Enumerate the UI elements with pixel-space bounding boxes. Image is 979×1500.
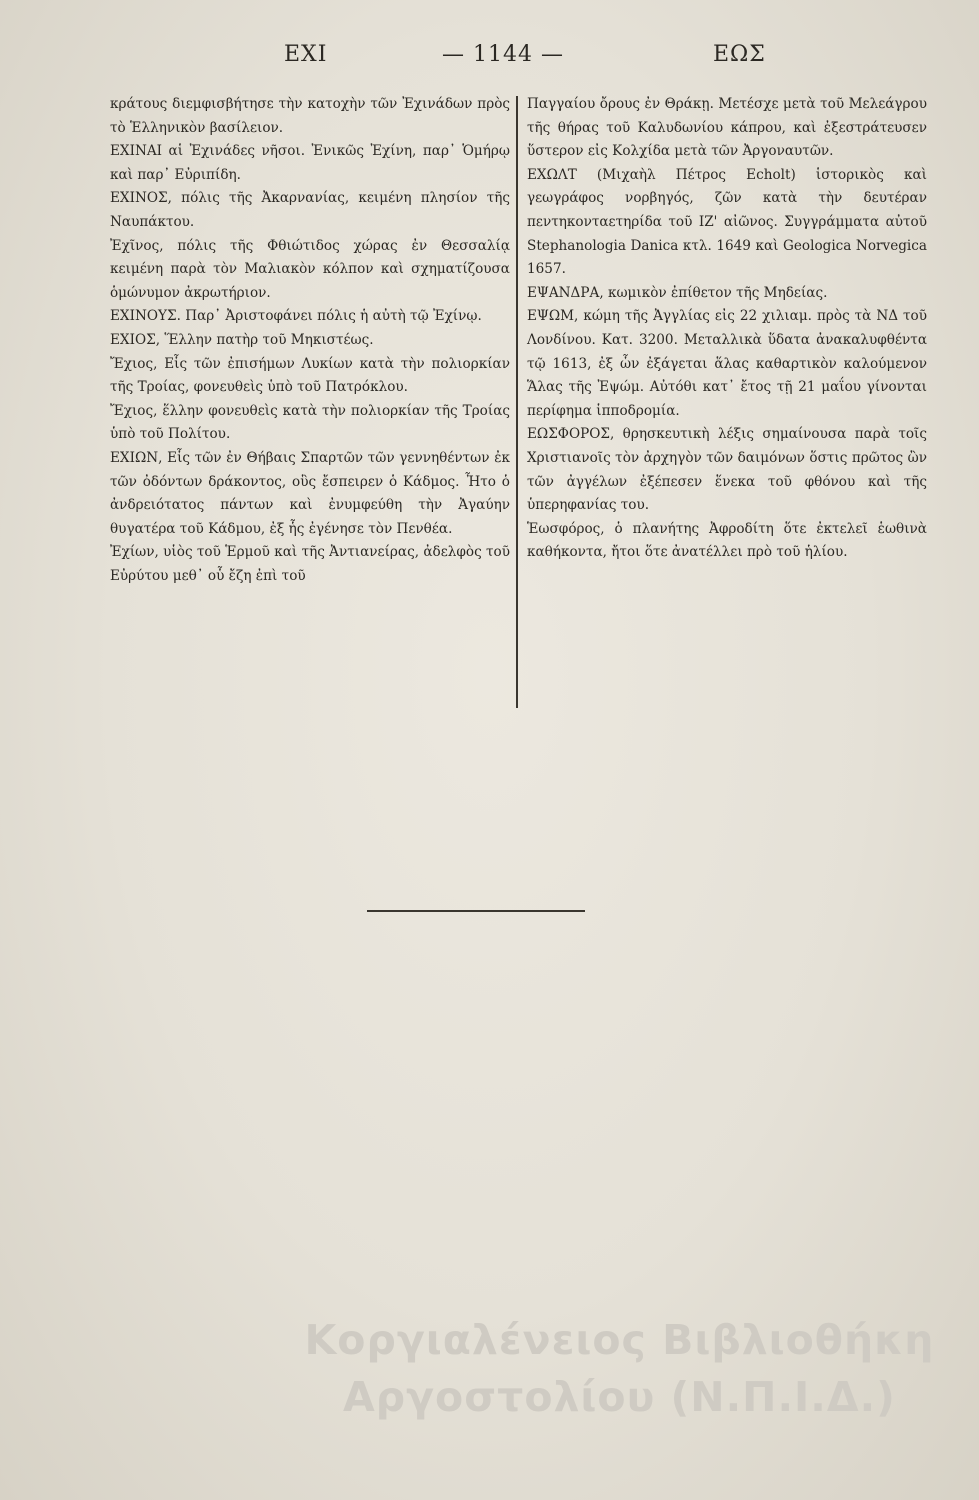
entry: Ἔχιος, ἕλλην φονευθεὶς κατὰ τὴν πολιορκίαν τῆς Τροίας ὑπὸ τοῦ Πολίτου. [110, 402, 510, 443]
page-number: — 1144 — [442, 42, 564, 67]
entry: ΕΩΣΦΟΡΟΣ, θρησκευτικὴ λέξις σημαίνουσα παρὰ τοῖς Χριστιανοῖς τὸν ἀρχηγὸν τῶν δαιμόνων ὅστις πρῶτος ὢν τῶν ἀγγέλων ἐξέπεσεν ἕνεκα τοῦ φθόνου καὶ τῆς ὑπερηφανίας του. [527, 426, 927, 514]
header-left-guideword: ΕΧΙ [284, 42, 328, 67]
entry: ΕΨΩΜ, κώμη τῆς Ἀγγλίας εἰς 22 χιλιαμ. πρὸς τὰ ΝΔ τοῦ Λονδίνου. Κατ. 3200. Μεταλλικὰ ὕδατα ἀνακαλυφθέντα τῷ 1613, ἐξ ὧν ἐξάγεται ἅλας καθαρτικὸν καλούμενον Ἅλας τῆς Ἐψώμ. Αὐτόθι κατ᾽ ἔτος τῇ 21 μαΐου γίνονται περίφημα ἱπποδρομία. [527, 308, 927, 419]
library-watermark-line1: Κοργιαλένειος Βιβλιοθήκη [304, 1316, 935, 1364]
entry: ΕΧΩΛΤ (Μιχαὴλ Πέτρος Echolt) ἱστορικὸς καὶ γεωγράφος νορβηγός, ζῶν κατὰ τὴν δευτέραν πεντηκονταετηρίδα τοῦ ΙΖ' αἰῶνος. Συγγράμματα αὐτοῦ Stephanologia Danica κτλ. 1649 καὶ Geologica Norvegica 1657. [527, 166, 927, 278]
library-watermark-line2: Αργοστολίου (Ν.Π.Ι.Δ.) [343, 1373, 896, 1421]
entry: Ἑωσφόρος, ὁ πλανήτης Ἀφροδίτη ὅτε ἐκτελεῖ ἑωθινὰ καθήκοντα, ἤτοι ὅτε ἀνατέλλει πρὸ τοῦ ἡλίου. [527, 520, 927, 561]
entry: κράτους διεμφισβήτησε τὴν κατοχὴν τῶν Ἐχινάδων πρὸς τὸ Ἑλληνικὸν βασίλειον. [110, 96, 510, 136]
entry: ΕΨΑΝΔΡΑ, κωμικὸν ἐπίθετον τῆς Μηδείας. [527, 284, 828, 301]
entry: ΕΧΙΝΟΥΣ. Παρ᾽ Ἀριστοφάνει πόλις ἡ αὐτὴ τῷ Ἐχίνῳ. [110, 308, 482, 325]
entry: Ἔχιος, Εἷς τῶν ἐπισήμων Λυκίων κατὰ τὴν πολιορκίαν τῆς Τροίας, φονευθεὶς ὑπὸ τοῦ Πατρόκλου. [110, 355, 510, 396]
entry: Ἐχίων, υἱὸς τοῦ Ἑρμοῦ καὶ τῆς Ἀντιανείρας, ἀδελφὸς τοῦ Εὐρύτου μεθ᾽ οὗ ἔζη ἐπὶ τοῦ [110, 544, 510, 584]
entry: Παγγαίου ὄρους ἐν Θράκῃ. Μετέσχε μετὰ τοῦ Μελεάγρου τῆς θήρας τοῦ Καλυδωνίου κάπρου, καὶ ἐξεστράτευσεν ὕστερον εἰς Κολχίδα μετὰ τῶν Ἀργοναυτῶν. [527, 96, 927, 160]
end-rule [367, 910, 585, 912]
right-column [527, 93, 927, 565]
header-right-guideword: ΕΩΣ [713, 42, 766, 67]
column-divider [516, 96, 518, 708]
entry: Ἐχῖνος, πόλις τῆς Φθιώτιδος χώρας ἐν Θεσσαλίᾳ κειμένη παρὰ τὸν Μαλιακὸν κόλπον καὶ σχηματίζουσα ὁμώνυμον ἀκρωτήριον. [110, 237, 510, 301]
entry: ΕΧΙΝΟΣ, πόλις τῆς Ἀκαρνανίας, κειμένη πλησίον τῆς Ναυπάκτου. [110, 190, 510, 230]
page-header [100, 42, 920, 82]
entry: ΕΧΙΝΑΙ αἱ Ἐχινάδες νῆσοι. Ἐνικῶς Ἐχίνη, παρ᾽ Ὁμήρῳ καὶ παρ᾽ Εὐριπίδη. [110, 143, 510, 183]
left-column [110, 93, 510, 588]
entry: ΕΧΙΩΝ, Εἷς τῶν ἐν Θήβαις Σπαρτῶν τῶν γεννηθέντων ἐκ τῶν ὀδόντων δράκοντος, οὓς ἔσπειρεν ὁ Κάδμος. Ἦτο ὁ ἀνδρειότατος πάντων καὶ ἐνυμφεύθη τὴν Ἀγαύην θυγατέρα τοῦ Κάδμου, ἐξ ἧς ἐγένησε τὸν Πενθέα. [110, 449, 510, 537]
entry: ΕΧΙΟΣ, Ἕλλην πατὴρ τοῦ Μηκιστέως. [110, 331, 374, 348]
